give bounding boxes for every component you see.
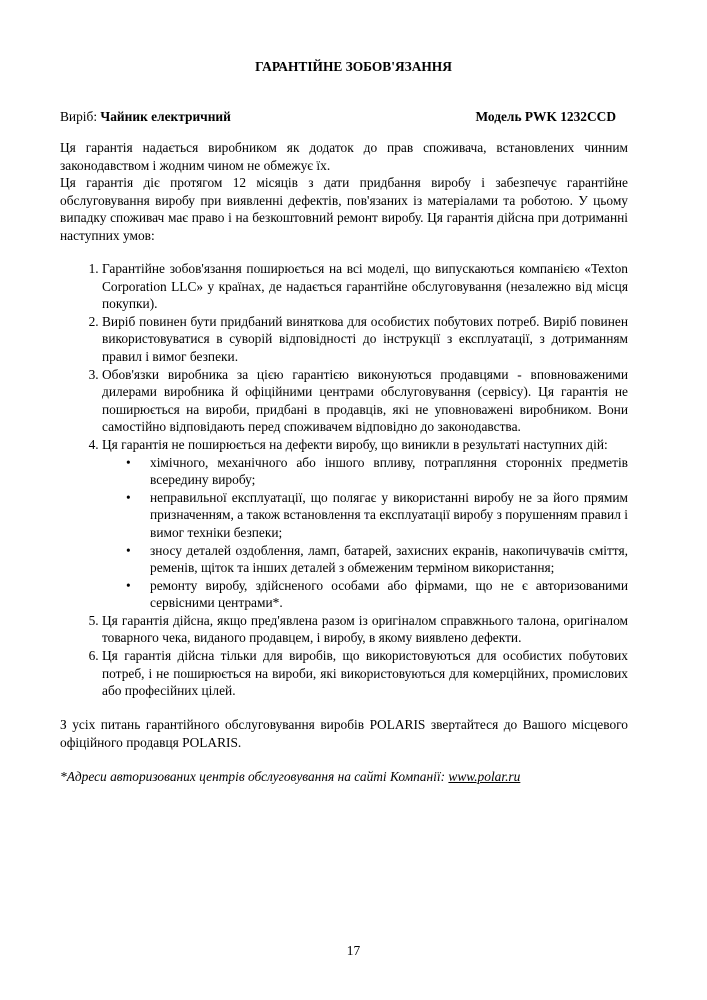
- condition-item: [102, 612, 628, 647]
- condition-text: Ця гарантія дійсна тільки для виробів, що використовуються для особистих побутових потреб, і не поширюється на вироби, які використовуються для комерційних, промислових або професійних цілей.: [102, 648, 628, 699]
- bullet-icon: •: [126, 454, 131, 470]
- footnote-text: *Адреси авторизованих центрів обслуговування на сайті Компанії:: [60, 769, 449, 784]
- footnote: [60, 768, 628, 786]
- condition-text: Обов'язки виробника за цією гарантією виконуються продавцями - вповноваженими дилерами виробника й офіційними центрами обслуговування (сервісу). Ця гарантія не поширюється на вироби, придбані в продавців, які не уповноважені виробником. Вони самостійно відповідають перед споживачем відповідно до законодавства.: [102, 366, 628, 435]
- bullet-icon: •: [126, 542, 131, 558]
- defect-causes-list: [102, 454, 628, 612]
- product-label-group: [60, 108, 231, 126]
- defect-text: хімічного, механічного або іншого впливу, потрапляння сторонніх предметів всередину виробу;: [150, 454, 628, 488]
- defect-item: [126, 489, 628, 542]
- defect-text: зносу деталей оздоблення, ламп, батарей, захисних екранів, накопичувачів сміття, ременів, щіток та інших деталей з обмеженим терміном використання;: [150, 542, 628, 576]
- bullet-icon: •: [126, 489, 131, 505]
- condition-item: [102, 366, 628, 436]
- defect-text: неправильної експлуатації, що полягає у використанні виробу не за його прямим призначенням, а також встановлення та експлуатації виробу з порушенням правил і вимог техніки безпеки;: [150, 489, 628, 540]
- condition-text: Гарантійне зобов'язання поширюється на всі моделі, що випускаються компанією «Texton Corporation LLC» у країнах, де надається гарантійне обслуговування (незалежно від місця покупки).: [102, 261, 628, 312]
- condition-item: [102, 436, 628, 612]
- condition-item: [102, 313, 628, 366]
- intro-paragraph: Ця гарантія надається виробником як додаток до прав споживача, встановлених чинним законодавством і жодним чином не обмежує їх.: [60, 140, 628, 173]
- intro-section: [60, 139, 628, 245]
- condition-text: Ця гарантія дійсна, якщо пред'явлена разом із оригіналом справжнього талона, оригіналом товарного чека, виданого продавцем, і виробу, в якому виявлено дефекти.: [102, 612, 628, 646]
- defect-item: [126, 542, 628, 577]
- product-name: Чайник електричний: [100, 109, 231, 124]
- defect-item: [126, 454, 628, 489]
- condition-item: [102, 647, 628, 700]
- product-model: Модель PWK 1232CCD: [475, 109, 616, 124]
- bullet-icon: •: [126, 577, 131, 593]
- contact-section: [60, 716, 628, 751]
- condition-text: Ця гарантія не поширюється на дефекти виробу, що виникли в результаті наступних дій:: [102, 436, 608, 452]
- page-number: 17: [346, 943, 361, 958]
- condition-item: [102, 260, 628, 313]
- contact-paragraph: З усіх питань гарантійного обслуговування виробів POLARIS звертайтеся до Вашого місцевого офіційного продавця POLARIS.: [60, 717, 628, 750]
- defect-text: ремонту виробу, здійсненого особами або фірмами, що не є авторизованими сервісними центрами*.: [150, 577, 628, 611]
- intro-paragraph: Ця гарантія діє протягом 12 місяців з дати придбання виробу і забезпечує гарантійне обслуговування виробу при виявленні дефектів, пов'язаних із матеріалами та роботою. У цьому випадку споживач має право і на безкоштовний ремонт виробу. Ця гарантія дійсна при дотриманні наступних умов:: [60, 175, 628, 243]
- condition-text: Виріб повинен бути придбаний виняткова для особистих побутових потреб. Виріб повинен використовуватися в суворій відповідності до інструкції з експлуатації, з дотриманням правил і вимог безпеки.: [102, 313, 628, 364]
- page-title: ГАРАНТІЙНЕ ЗОБОВ'ЯЗАННЯ: [255, 59, 452, 74]
- product-label: Виріб:: [60, 109, 101, 124]
- defect-item: [126, 577, 628, 612]
- company-website-link[interactable]: www.polar.ru: [448, 769, 521, 784]
- warranty-conditions-list: [60, 260, 628, 700]
